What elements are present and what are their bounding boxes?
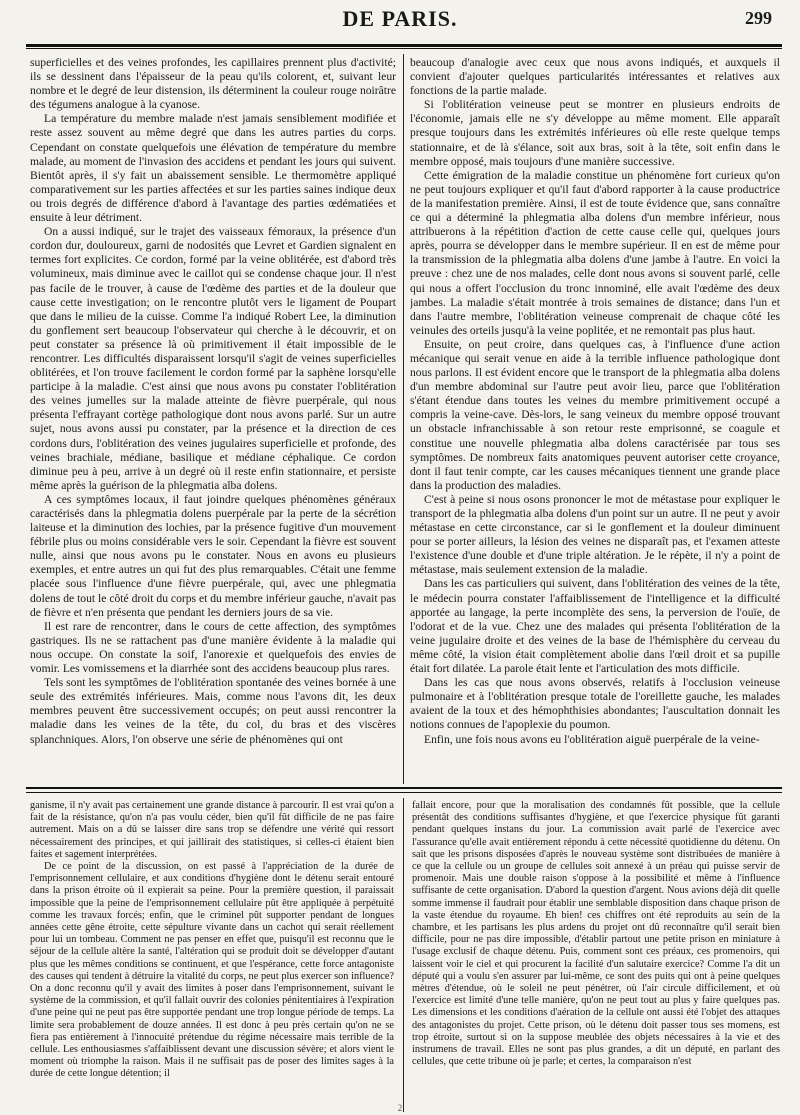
- paragraph: Ensuite, on peut croire, dans quelques cas, à l'influence d'une action mécanique qui serait venue en aide à la terrible influence pathologique dont nous parlons. Il est évident encore que le transport de la phlegmatia alba dolens d'un membre abdominal sur l'autre peut avoir lieu, parce que l'oblitération s'étant étendue dans toutes les veines du membre primitivement occupé a compris la veine-cave. Dès-lors, le sang veineux du membre opposé trouvant un obstacle infranchissable à son retour reste emprisonné, se coagule et constitue une nouvelle phlegmatia alba dolens caractérisée par tous ses symptômes. De nombreux faits anatomiques peuvent autoriser cette croyance, dont il faut tenir compte, car les causes mécaniques tiennent une grande place dans la production des maladies.: [410, 337, 780, 492]
- paragraph: Si l'oblitération veineuse peut se montrer en plusieurs endroits de l'économie, jamais elle ne s'y développe au même moment. Elle apparaît presque toujours dans les extrémités inférieures où elle reste quelque temps stationnaire, et de là s'élance, soit aux bras, soit à la tête, soit enfin dans le membre opposé, mais toujours d'une manière successive.: [410, 98, 780, 168]
- footer-mark: 2: [397, 1103, 403, 1113]
- paragraph: ganisme, il n'y avait pas certainement une grande distance à parcourir. Il est vrai qu'on a fait de la résistance, qu'on n'a pas voulu céder, bien qu'il fût difficile de ne pas faire autrement. Mais on a dû se laisser dire sans trop se défendre une vérité qui ressort nécessairement des principes, et qui jaillirait des statistiques, si celles-ci étaient bien faites et sagement interprétées.: [30, 800, 394, 860]
- upper-left-column: [30, 56, 396, 784]
- column-divider: [403, 798, 404, 1112]
- section-rule-thin: [26, 792, 782, 793]
- paragraph: La température du membre malade n'est jamais sensiblement modifiée et reste assez souvent au même degré que dans les autres parties du corps. Cependant on constate quelquefois une élévation de température du membre malade, au moment de l'invasion des accidens et pendant les jours qui suivent. Bientôt après, il s'y fait un abaissement sensible. Le thermomètre appliqué comparativement sur les parties affectées et sur les parties saines indique deux ou trois degrés de différence d'abord à l'avantage des parties œdématiées et ensuite à leur détriment.: [30, 112, 396, 225]
- paragraph: fallait encore, pour que la moralisation des condamnés fût possible, que la cellule présentât des conditions suffisantes d'hygiène, et que l'exercice physique fût garanti pendant quelques instans du jour. La commission avait parlé de l'exercice avec l'assurance qu'elle avait entièrement répondu à cette nécessité quotidienne du détenu. On sait que les prisons disposées d'après le nouveau système sont distribuées de manière à ce que la cellule ou un groupe de cellules soit annexé à un préau qui puisse servir de promenoir. Mais une double raison s'oppose à la possibilité et même à l'influence suffisante de cette organisation. D'abord la question d'argent. Nous avions déjà dit quelle somme immense il faudrait pour établir une semblable disposition dans chaque prison de la vaste étendue du royaume. Eh bien! ces chiffres ont été reproduits au sein de la chambre, et les partisans les plus ardens du projet ont dû reconnaître qu'il serait bien difficile, pour ne pas dire impossible, d'établir partout une petite prison en miniature à l'usage exclusif de chaque détenu. Puis, comment sont ces préaux, ces promenoirs, qui laissent voir le ciel et qui procurent la facilité d'un salutaire exercice? Comme l'a dit un député qui a voulu s'en assurer par lui-même, ce sont des puits qui ont à peine quelques mètres d'étendue, où le soleil ne peut pénétrer, où l'air circule difficilement, et où l'exercice est limité d'une telle manière, qu'on ne peut tout au plus y faire quelques pas. Les dimensions et les conditions d'aération de la cellule ont aussi été l'objet des attaques des antagonistes du projet. Cette prison, où le détenu doit passer tous ses momens, est trop étroite, surtout si on la suppose meublée des objets nécessaires à la vie et des instrumens de travail. Elles ne sont pas plus grandes, a dit un député, en parlant des cellules, que cette tribune où je parle; et certes, la comparaison n'est: [412, 800, 780, 1068]
- lower-right-column: [412, 800, 780, 1112]
- lower-left-column: [30, 800, 394, 1112]
- paragraph: Enfin, une fois nous avons eu l'oblitération aiguë puerpérale de la veine-: [424, 732, 760, 746]
- paragraph: Cette émigration de la maladie constitue un phénomène fort curieux qu'on ne peut toujours expliquer et qu'il faut d'abord rapporter à la cause productrice de la manifestation première. Ainsi, il est de toute évidence que, sans connaître ce qui a déterminé la phlegmatia alba dolens d'un membre inférieur, nous attribuerons à la répétition d'action de cette cause celle qui, quelques jours après, pourra se développer dans le membre supérieur. Il en est de même pour la transmission de la phlegmatia alba dolens d'une jambe à l'autre. En voici la preuve : chez une de nos malades, celle dont nous avons si souvent parlé, celle qui nous a offert l'occlusion du tronc innominé, elle avait l'œdème des deux jambes. La maladie s'était montrée à trois semaines de distance; dans l'un et dans l'autre membre, l'oblitération veineuse comprenait de chaque côté les veinules des orteils jusqu'à la veine poplitée, et ne remontait pas plus haut.: [410, 168, 780, 337]
- paragraph: De ce point de la discussion, on est passé à l'appréciation de la durée de l'emprisonnement cellulaire, et aux conditions d'hygiène dont le détenu serait entouré dans la prison étroite où il expierait sa peine. Pour la première question, il paraissait impossible que la peine de l'emprisonnement cellulaire pût être appliquée à perpétuité comme les travaux forcés; enfin, que le criminel pût supporter pendant de longues années cette gêne étroite, cette sépulture vivante dans un cachot qui serait réellement pour lui un tombeau. Comment ne pas penser en effet que, puisqu'il est reconnu que le séjour de la cellule altère la santé, l'altération qui se produit doit se développer d'autant plus que les mêmes conditions se continuent, et que l'espérance, cette force antagoniste des causes qui tendent à détruire la vitalité du corps, ne peut plus exercer son influence? On a donc reconnu qu'il y avait des limites à poser dans l'emprisonnement, suivant le système de la commission, et qu'il fallait ouvrir des colonies pénitentiaires à l'expiration d'une peine qui ne peut pas être supportée pendant une trop longue période de temps. La limite sera probablement de douze années. Il est donc à peu près certain qu'on ne se fiera pas entièrement à l'innocuité prétendue du régime nécessaire mais terrible de la cellule. Les enthousiasmes s'affaiblissent devant une discussion sévère; et alors vient le moment où triomphe la raison. Mais il ne suffisait pas de poser des limites sages à la durée de cette longue détention; il: [30, 861, 394, 1080]
- header-rule-thick: [26, 44, 782, 47]
- page-number: 299: [745, 8, 772, 28]
- paragraph: Tels sont les symptômes de l'oblitération spontanée des veines bornée à une seule des extrémités inférieures. Mais, comme nous l'avons dit, les deux membres peuvent être successivement occupés; on peut aussi rencontrer la maladie dans les veines de la tête, du col, du bras et des viscères splanchniques. Alors, l'on observe une série de phénomènes qui ont: [30, 676, 396, 746]
- header-rule-thin: [26, 48, 782, 49]
- running-title: DE PARIS.: [342, 6, 458, 31]
- paragraph: Dans les cas particuliers qui suivent, dans l'oblitération des veines de la tête, le médecin pourra constater l'affaiblissement de l'intelligence et la difficulté apportée au langage, la perte incomplète des sens, la perversion de l'ouïe, de l'odorat et de la vue. Chez une des malades qui présenta l'oblitération de la veine jugulaire droite et des veines de la base de l'hémisphère du cerveau du même côté, la vision était complètement abolie dans l'œil droit et sa pupille était fort dilatée. La parole était lente et l'articulation des mots difficile.: [410, 577, 780, 676]
- section-rule-thick: [26, 787, 782, 789]
- column-divider: [403, 54, 404, 784]
- paragraph: A ces symptômes locaux, il faut joindre quelques phénomènes généraux caractérisés dans la phlegmatia dolens puerpérale par la perte de la sécrétion laiteuse et la diminution des lochies, par la présence fugitive d'un mouvement fébrile plus ou moins considérable vers le soir. Cependant la fièvre est souvent nulle, ainsi que nous avons pu le constater. Nous en avons eu plusieurs exemples, et entre autres un qui fut des plus remarquables. C'était une femme placée sous l'influence d'une fièvre puerpérale, qui, avec une phlegmatia dolens de tout le côté droit du corps et du membre inférieur gauche, n'avait pas de fièvre et n'en présenta que pendant les derniers jours de sa vie.: [30, 492, 396, 619]
- page-header: [0, 0, 800, 44]
- paragraph: superficielles et des veines profondes, les capillaires prennent plus d'activité; ils se dessinent dans l'épaisseur de la peau qu'ils colorent, et, suivant leur nombre et le degré de leur distension, ils déterminent la couleur rouge noirâtre des tégumens analogue à la cyanose.: [30, 56, 396, 112]
- paragraph: Dans les cas que nous avons observés, relatifs à l'occlusion veineuse pulmonaire et à l'oblitération presque totale de l'oreillette gauche, les malades avaient de la toux et des hémophthisies abondantes; l'auscultation donnait les notions connues de l'apoplexie du poumon.: [410, 676, 780, 732]
- paragraph: C'est à peine si nous osons prononcer le mot de métastase pour expliquer le transport de la phlegmatia alba dolens d'un point sur un autre. Il ne peut y avoir métastase en cette circonstance, car si le gonflement et la douleur diminuent pour se porter ailleurs, la lésion des veines ne disparaît pas, et l'examen atteste l'existence d'une double et d'une triple altération. Je le répète, il n'y a point de métastase, mais seulement extension de la maladie.: [410, 492, 780, 577]
- paragraph: On a aussi indiqué, sur le trajet des vaisseaux fémoraux, la présence d'un cordon dur, douloureux, garni de nodosités que Levret et Gardien signalent en termes fort explicites. Ce cordon, formé par la veine oblitérée, est d'abord très volumineux, mais diminue avec le caillot qui se condense chaque jour. Il n'est pas facile de le trouver, à cause de l'œdème des parties et de la douleur que cause cette investigation; on le rencontre plutôt vers le ligament de Poupart que dans le milieu de la cuisse. Comme l'a indiqué Robert Lee, la diminution du gonflement sert beaucoup l'observateur qui cherche à le découvrir, et on peut constater sa présence là où primitivement il était impossible de le rencontrer. Les difficultés disparaissent lorsqu'il s'agit de veines superficielles oblitérées, et l'on trouve facilement le cordon formé par la saphène lorsqu'elle participe à la maladie. C'est ainsi que nous avons pu constater l'oblitération des veines jumelles sur la malade atteinte de fièvre puerpérale, qui nous présenta l'effrayant cortège pathologique dont nous avons parlé. Sur un autre sujet, nous avons aussi pu constater, par la présence et la direction de ces cordons durs, l'oblitération des veines jugulaires superficielle et profonde, des veines brachiale, médiane, basilique et médiane céphalique. Ce cordon diminue peu à peu, arrive à un degré où il reste enfin stationnaire, et persiste même après la guérison de la phlegmatia alba dolens.: [30, 225, 396, 492]
- paragraph: Il est rare de rencontrer, dans le cours de cette affection, des symptômes gastriques. Ils ne se rattachent pas d'une manière évidente à la maladie qui nous occupe. On constate la soif, l'anorexie et quelquefois des envies de vomir. Les vomissemens et la diarrhée sont des accidens beaucoup plus rares.: [30, 619, 396, 676]
- upper-right-column: [410, 56, 780, 784]
- paragraph: beaucoup d'analogie avec ceux que nous avons indiqués, et auxquels il convient d'ajouter quelques particularités intéressantes et relatives aux fonctions de la partie malade.: [410, 56, 780, 98]
